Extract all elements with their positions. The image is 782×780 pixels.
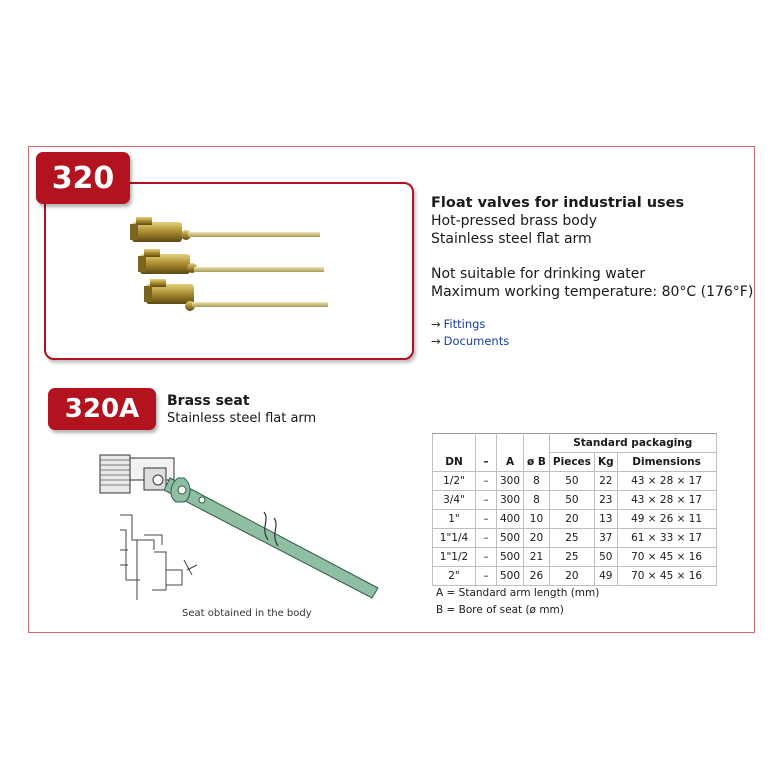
variant-line: Stainless steel flat arm	[167, 411, 317, 426]
cell-a: 500	[497, 567, 524, 586]
note-bore: B = Bore of seat (ø mm)	[436, 604, 564, 616]
cell-dash: –	[476, 567, 497, 586]
cell-bore: 20	[524, 529, 550, 548]
table-row	[433, 510, 717, 529]
cell-dimensions: 43 × 28 × 17	[617, 472, 716, 491]
cell-bore: 8	[524, 491, 550, 510]
arrow-right-icon: →	[431, 317, 441, 331]
arrow-right-icon: →	[431, 334, 441, 348]
standard-packaging-header: Standard packaging	[549, 434, 716, 453]
cell-dimensions: 49 × 26 × 11	[617, 510, 716, 529]
cell-dn: 1"	[433, 510, 476, 529]
float-valves-photo	[46, 184, 412, 358]
cell-dash: –	[476, 548, 497, 567]
documents-link-label[interactable]: Documents	[443, 334, 510, 348]
documents-link[interactable]	[431, 333, 753, 350]
seat-cutaway	[120, 515, 197, 600]
cell-pieces: 50	[549, 472, 594, 491]
cell-dn: 3/4"	[433, 491, 476, 510]
flat-arm-drawing	[164, 478, 378, 598]
cell-pieces: 50	[549, 491, 594, 510]
product-note-1: Not suitable for drinking water	[431, 266, 646, 282]
cell-kg: 23	[594, 491, 617, 510]
col-pieces: Pieces	[549, 453, 594, 472]
col-dash: –	[476, 453, 497, 472]
cell-a: 300	[497, 491, 524, 510]
cell-pieces: 20	[549, 510, 594, 529]
table-header-row	[433, 453, 717, 472]
cell-pieces: 25	[549, 548, 594, 567]
product-line-2: Stainless steel flat arm	[431, 231, 592, 247]
valve-2	[138, 249, 324, 274]
variant-code-badge: 320A	[48, 388, 156, 430]
product-title: Float valves for industrial uses	[431, 195, 685, 211]
valve-1	[130, 217, 320, 242]
cell-a: 500	[497, 529, 524, 548]
table-row	[433, 491, 717, 510]
cell-kg: 49	[594, 567, 617, 586]
col-dn: DN	[433, 453, 476, 472]
table-row	[433, 548, 717, 567]
col-a: A	[497, 453, 524, 472]
variant-title: Brass seat	[167, 393, 250, 409]
cell-dn: 1/2"	[433, 472, 476, 491]
cell-dash: –	[476, 491, 497, 510]
product-line-1: Hot-pressed brass body	[431, 213, 598, 229]
table-row	[433, 567, 717, 586]
spec-table	[432, 433, 717, 586]
col-bore: ø B	[524, 453, 550, 472]
valve-3	[144, 279, 328, 311]
table-row	[433, 472, 717, 491]
col-dimensions: Dimensions	[617, 453, 716, 472]
fittings-link[interactable]	[431, 316, 753, 333]
cell-dimensions: 70 × 45 × 16	[617, 548, 716, 567]
product-description	[431, 194, 753, 350]
product-photo-panel	[44, 182, 414, 360]
variant-description	[167, 392, 316, 428]
cell-a: 400	[497, 510, 524, 529]
fittings-link-label[interactable]: Fittings	[443, 317, 486, 331]
cell-dimensions: 70 × 45 × 16	[617, 567, 716, 586]
cell-bore: 10	[524, 510, 550, 529]
table-group-header-row	[433, 434, 717, 453]
note-arm-length: A = Standard arm length (mm)	[436, 587, 600, 599]
cell-pieces: 25	[549, 529, 594, 548]
cell-kg: 13	[594, 510, 617, 529]
cell-kg: 50	[594, 548, 617, 567]
product-code-badge: 320	[36, 152, 130, 204]
cell-a: 500	[497, 548, 524, 567]
cell-dash: –	[476, 529, 497, 548]
table-row	[433, 529, 717, 548]
product-note-2: Maximum working temperature: 80°C (176°F)	[431, 284, 754, 300]
cell-dash: –	[476, 510, 497, 529]
cell-dash: –	[476, 472, 497, 491]
cell-dimensions: 61 × 33 × 17	[617, 529, 716, 548]
col-kg: Kg	[594, 453, 617, 472]
cell-dn: 2"	[433, 567, 476, 586]
table-notes	[436, 585, 599, 619]
drawing-caption: Seat obtained in the body	[182, 608, 312, 619]
cell-dimensions: 43 × 28 × 17	[617, 491, 716, 510]
cell-a: 300	[497, 472, 524, 491]
cell-pieces: 20	[549, 567, 594, 586]
cell-dn: 1"1/4	[433, 529, 476, 548]
cell-bore: 26	[524, 567, 550, 586]
valve-technical-drawing	[92, 440, 402, 610]
cell-dn: 1"1/2	[433, 548, 476, 567]
cell-bore: 21	[524, 548, 550, 567]
cell-kg: 37	[594, 529, 617, 548]
cell-kg: 22	[594, 472, 617, 491]
cell-bore: 8	[524, 472, 550, 491]
valve-body-drawing	[100, 455, 174, 493]
